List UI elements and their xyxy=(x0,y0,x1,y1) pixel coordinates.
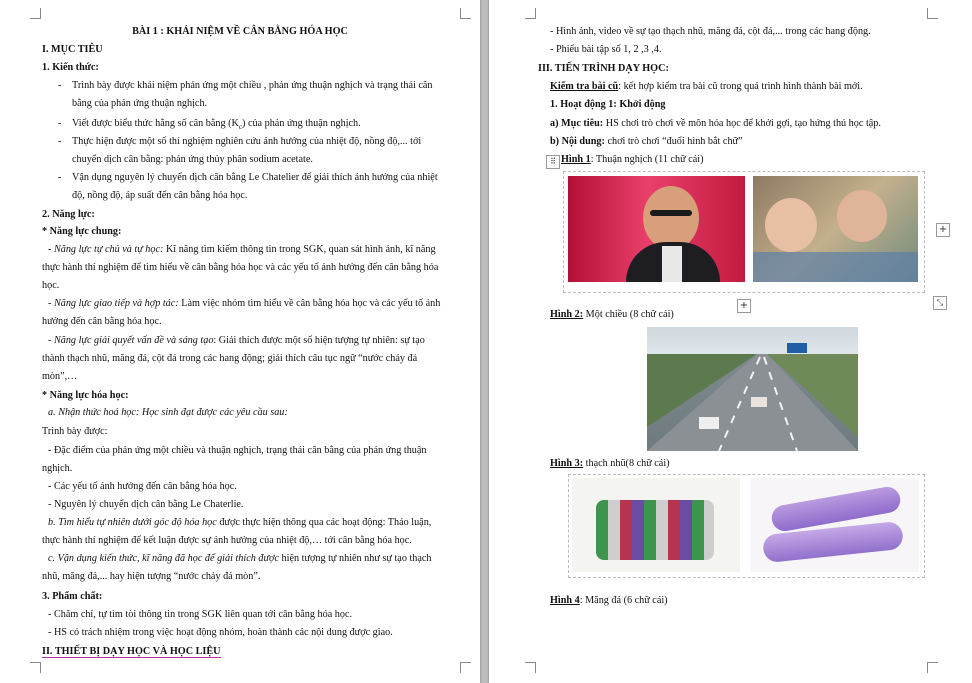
document-page-right xyxy=(489,0,972,683)
paragraph-line: Kiểm tra bài cũ: kết hợp kiểm tra bài cũ trong quá trình hình thành bài mới. xyxy=(550,81,863,92)
paragraph-line: - Đặc điểm của phản ứng một chiều và thuận nghịch, trạng thái cân bằng của phản ứng thuận xyxy=(48,445,427,456)
paragraph-line: b. Tìm hiểu tự nhiên dưới góc độ hóa học được thực hiện thông qua các hoạt động: Thảo luận, xyxy=(48,517,432,528)
crop-mark xyxy=(30,662,41,673)
paragraph-line: thực hành thí nghiệm để kết luận được sự ảnh hưởng của nhiệt độ,… tới cân bằng hóa học. xyxy=(42,535,412,546)
paragraph-line: a) Mục tiêu: HS chơi trò chơi về môn hóa học để khởi gợi, tạo hứng thú học tập. xyxy=(550,118,881,129)
subsection-heading: 1. Kiến thức: xyxy=(42,62,99,73)
paragraph-line: thực hành thí nghiệm để tìm hiểu về cân bằng hóa học và các yếu tố ảnh hưởng đến cân bằng hóa xyxy=(42,262,439,273)
paragraph-line: hưởng đến cân bằng hóa học. xyxy=(42,316,162,327)
paragraph-line: - Năng lực tự chủ và tự học: Kĩ năng tìm kiếm thông tin trong SGK, quan sát hình ảnh, kĩ năng xyxy=(48,244,436,255)
figure-caption: Hình 1: Thuận nghịch (11 chữ cái) xyxy=(561,154,704,165)
paragraph-line: - Chăm chỉ, tự tìm tòi thông tin trong SGK liên quan tới cân bằng hóa học. xyxy=(48,609,353,620)
bullet-dash: - xyxy=(58,80,62,91)
resize-handle-icon[interactable]: ⤡ xyxy=(933,296,947,310)
paragraph-line: Trình bày được khái niệm phản ứng một chiều , phản ứng thuận nghịch và trạng thái cân xyxy=(72,80,433,91)
paragraph-line: Vận dụng nguyên lý chuyển dịch cân bằng Le Chatelier để giải thích ảnh hưởng của nhiệt xyxy=(72,172,438,183)
paragraph-line: nhũ, măng đá,... hay hiện tượng “nước chảy đá mòn”. xyxy=(42,571,261,582)
bullet-dash: - xyxy=(58,136,62,147)
subsection-heading: * Năng lực hóa học: xyxy=(42,390,129,401)
plus-icon[interactable]: + xyxy=(737,299,751,313)
photo-babies-painting xyxy=(753,176,918,282)
subsection-heading: 2. Năng lực: xyxy=(42,209,95,220)
paragraph-line: b) Nội dung: chơi trò chơi “đuổi hình bắt chữ” xyxy=(550,136,743,147)
paragraph-line: a. Nhận thức hoá học: Học sinh đạt được các yêu cầu sau: xyxy=(48,407,288,418)
figure-caption: Hình 2: Một chiều (8 chữ cái) xyxy=(550,309,674,320)
crop-mark xyxy=(927,8,938,19)
paragraph-line: học. xyxy=(42,280,60,291)
bullet-dash: - xyxy=(58,172,62,183)
crop-mark xyxy=(460,8,471,19)
paragraph-line: Viết được biểu thức hằng số cân bằng $(K_c)$ của phản ứng thuận nghịch. xyxy=(72,118,361,132)
figure-caption: Hình 4: Măng đá (6 chữ cái) xyxy=(550,595,668,606)
paragraph-line: - Hình ảnh, video về sự tạo thạch nhũ, măng đá, cột đá,... trong các hang động. xyxy=(550,26,871,37)
photo-purple-rolls xyxy=(751,478,919,572)
crop-mark xyxy=(30,8,41,19)
paragraph-line: Thực hiện được một số thí nghiệm nghiên cứu ảnh hưởng của nhiệt độ, nồng độ,... tới xyxy=(72,136,422,147)
paragraph-line: bằng của phản ứng thuận nghịch. xyxy=(72,98,208,109)
paragraph-line: nghịch. xyxy=(42,463,73,474)
lesson-title: BÀI 1 : KHÁI NIỆM VỀ CÂN BẰNG HÓA HỌC xyxy=(132,26,348,37)
subsection-heading: * Năng lực chung: xyxy=(42,226,122,237)
paragraph-line: c. Vận dụng kiến thức, kĩ năng đã học để giải thích được hiện tượng tự nhiên như sự tạo thạch xyxy=(48,553,432,564)
paragraph-line: mòn”,… xyxy=(42,371,78,382)
bullet-dash: - xyxy=(58,118,62,129)
road-illustration xyxy=(647,327,858,451)
section-heading: II. THIẾT BỊ DẠY HỌC VÀ HỌC LIỆU xyxy=(42,646,221,657)
crop-mark xyxy=(525,662,536,673)
figure-caption: Hình 3: thạch nhũ(8 chữ cái) xyxy=(550,458,670,469)
crop-mark xyxy=(927,662,938,673)
section-heading: I. MỤC TIÊU xyxy=(42,44,103,55)
paragraph-line: độ, nồng độ, áp suất đến cân bằng hóa học. xyxy=(72,190,248,201)
paragraph-line: - Năng lực giao tiếp và hợp tác: Làm việc nhóm tìm hiểu về cân bằng hóa học và các yếu tố ảnh xyxy=(48,298,441,309)
paragraph-line: chuyển dịch cân bằng: phản ứng thủy phân sodium acetate. xyxy=(72,154,313,165)
paragraph-line: - Năng lực giải quyết vấn đề và sáng tạo: Giải thích được một số hiện tượng tự nhiên: sự tạo xyxy=(48,335,425,346)
paragraph-line: - HS có trách nhiệm trong việc hoạt động nhóm, hoàn thành các nội dung được giao. xyxy=(48,627,393,638)
paragraph-line: thành thạch nhũ, măng đá, cột đá trong các hang động; giải thích câu tục ngữ “nước chảy đá xyxy=(42,353,418,364)
subsection-heading: 1. Hoạt động 1: Khởi động xyxy=(550,99,666,110)
table-move-handle-icon[interactable]: ⠿ xyxy=(546,155,560,169)
section-heading: III. TIẾN TRÌNH DẠY HỌC: xyxy=(538,63,669,74)
photo-man-portrait xyxy=(568,176,745,282)
paragraph-line: - Phiếu bài tập số 1, 2 ,3 ,4. xyxy=(550,44,662,55)
crop-mark xyxy=(460,662,471,673)
paragraph-line: - Các yếu tố ảnh hưởng đến cân bằng hóa học. xyxy=(48,481,237,492)
photo-jelly-cubes xyxy=(572,478,740,572)
paragraph-line: - Nguyên lý chuyển dịch cân bằng Le Chaterlie. xyxy=(48,499,244,510)
photo-one-way-road xyxy=(647,327,858,451)
document-page-left xyxy=(0,0,480,683)
plus-icon[interactable]: + xyxy=(936,223,950,237)
subsection-heading: 3. Phẩm chất: xyxy=(42,591,103,602)
paragraph-line: Trình bày được: xyxy=(42,426,108,437)
crop-mark xyxy=(525,8,536,19)
